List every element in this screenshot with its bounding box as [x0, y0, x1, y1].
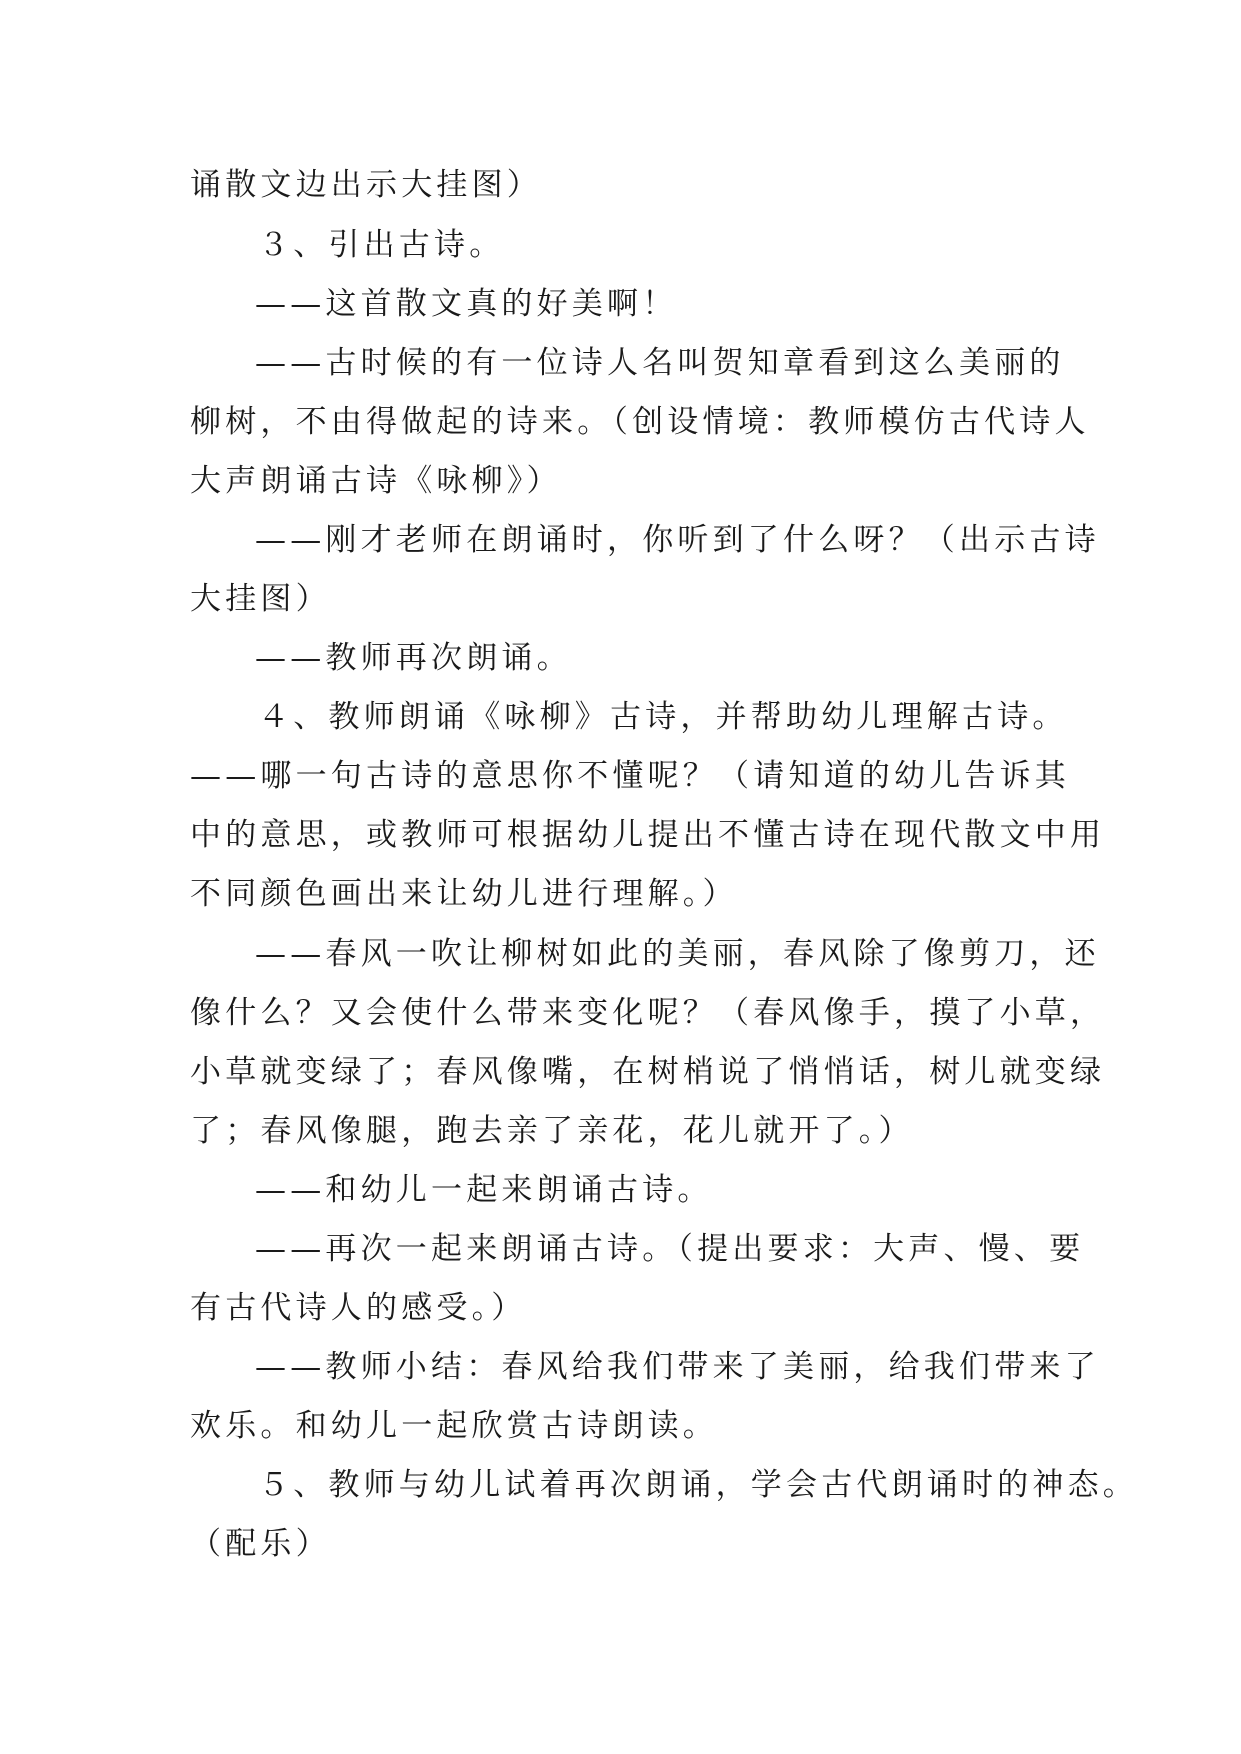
text-line: 中的意思，或教师可根据幼儿提出不懂古诗在现代散文中用 [190, 817, 1106, 853]
text-line: ——再次一起来朗诵古诗。（提出要求：大声、慢、要 [255, 1231, 1085, 1267]
text-line: ——古时候的有一位诗人名叫贺知章看到这么美丽的 [255, 345, 1065, 381]
text-line: 有古代诗人的感受。） [190, 1290, 527, 1326]
text-line: ——刚才老师在朗诵时，你听到了什么呀？（出示古诗 [255, 522, 1100, 558]
section-heading-5: ５、教师与幼儿试着再次朗诵，学会古代朗诵时的神态。 [258, 1467, 1138, 1503]
text-line: 小草就变绿了；春风像嘴，在树梢说了悄悄话，树儿就变绿 [190, 1054, 1106, 1090]
text-line: ——教师小结：春风给我们带来了美丽，给我们带来了 [255, 1349, 1100, 1385]
text-line: 大挂图） [190, 581, 331, 617]
text-line: ——哪一句古诗的意思你不懂呢？（请知道的幼儿告诉其 [190, 758, 1070, 794]
text-line: 诵散文边出示大挂图） [190, 167, 542, 203]
text-line: 了；春风像腿，跑去亲了亲花，花儿就开了。） [190, 1113, 914, 1149]
text-line: ——教师再次朗诵。 [255, 640, 572, 676]
text-line: ——春风一吹让柳树如此的美丽，春风除了像剪刀，还 [255, 936, 1100, 972]
text-line: ——和幼儿一起来朗诵古诗。 [255, 1172, 713, 1208]
text-line: 柳树，不由得做起的诗来。（创设情境：教师模仿古代诗人 [190, 404, 1090, 440]
section-heading-3: ３、引出古诗。 [258, 227, 505, 263]
text-line: 大声朗诵古诗《咏柳》） [190, 463, 562, 499]
text-line: 像什么？又会使什么带来变化呢？（春风像手，摸了小草， [190, 995, 1106, 1031]
text-line: ——这首散文真的好美啊！ [255, 286, 678, 322]
text-line: 不同颜色画出来让幼儿进行理解。） [190, 876, 738, 912]
text-line: （配乐） [190, 1526, 331, 1562]
text-line: 欢乐。和幼儿一起欣赏古诗朗读。 [190, 1408, 718, 1444]
section-heading-4: ４、教师朗诵《咏柳》古诗，并帮助幼儿理解古诗。 [258, 699, 1068, 735]
